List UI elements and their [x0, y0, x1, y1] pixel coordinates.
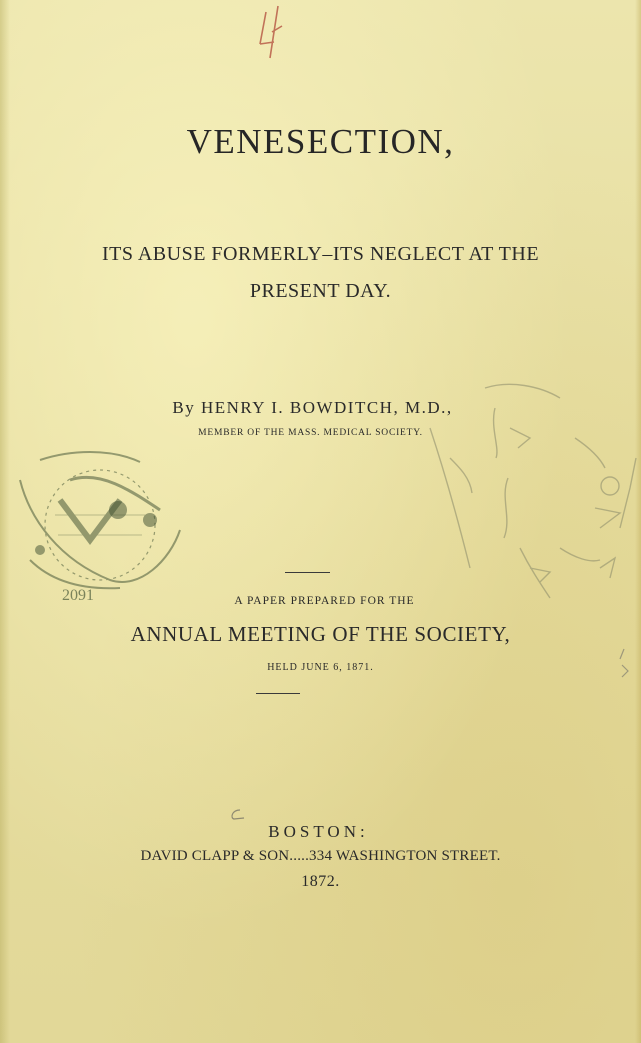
edge-smudge-icon: [614, 645, 636, 685]
divider-rule-1: [285, 572, 330, 573]
library-stamp-icon: [0, 440, 200, 615]
divider-rule-2: [256, 693, 300, 694]
handwritten-annotation-icon: [400, 368, 640, 628]
author-membership: MEMBER OF THE MASS. MEDICAL SOCIETY.: [198, 428, 423, 438]
held-date: HELD JUNE 6, 1871.: [267, 662, 374, 673]
page-title: VENESECTION,: [186, 122, 455, 161]
paper-note: A PAPER PREPARED FOR THE: [234, 595, 415, 607]
pencil-mark-icon: [252, 4, 302, 60]
subtitle-line-1: ITS ABUSE FORMERLY–ITS NEGLECT AT THE: [101, 243, 540, 265]
meeting-line: ANNUAL MEETING OF THE SOCIETY,: [130, 622, 511, 646]
imprint-year: 1872.: [301, 873, 340, 890]
subtitle-line-2: PRESENT DAY.: [249, 280, 392, 302]
stamp-text: 2091: [62, 587, 94, 604]
author-byline: By HENRY I. BOWDITCH, M.D.,: [172, 398, 453, 417]
ink-mark-icon: [226, 808, 246, 822]
imprint-publisher: DAVID CLAPP & SON.....334 WASHINGTON STREET.: [140, 848, 501, 864]
imprint-city: BOSTON:: [268, 822, 369, 841]
